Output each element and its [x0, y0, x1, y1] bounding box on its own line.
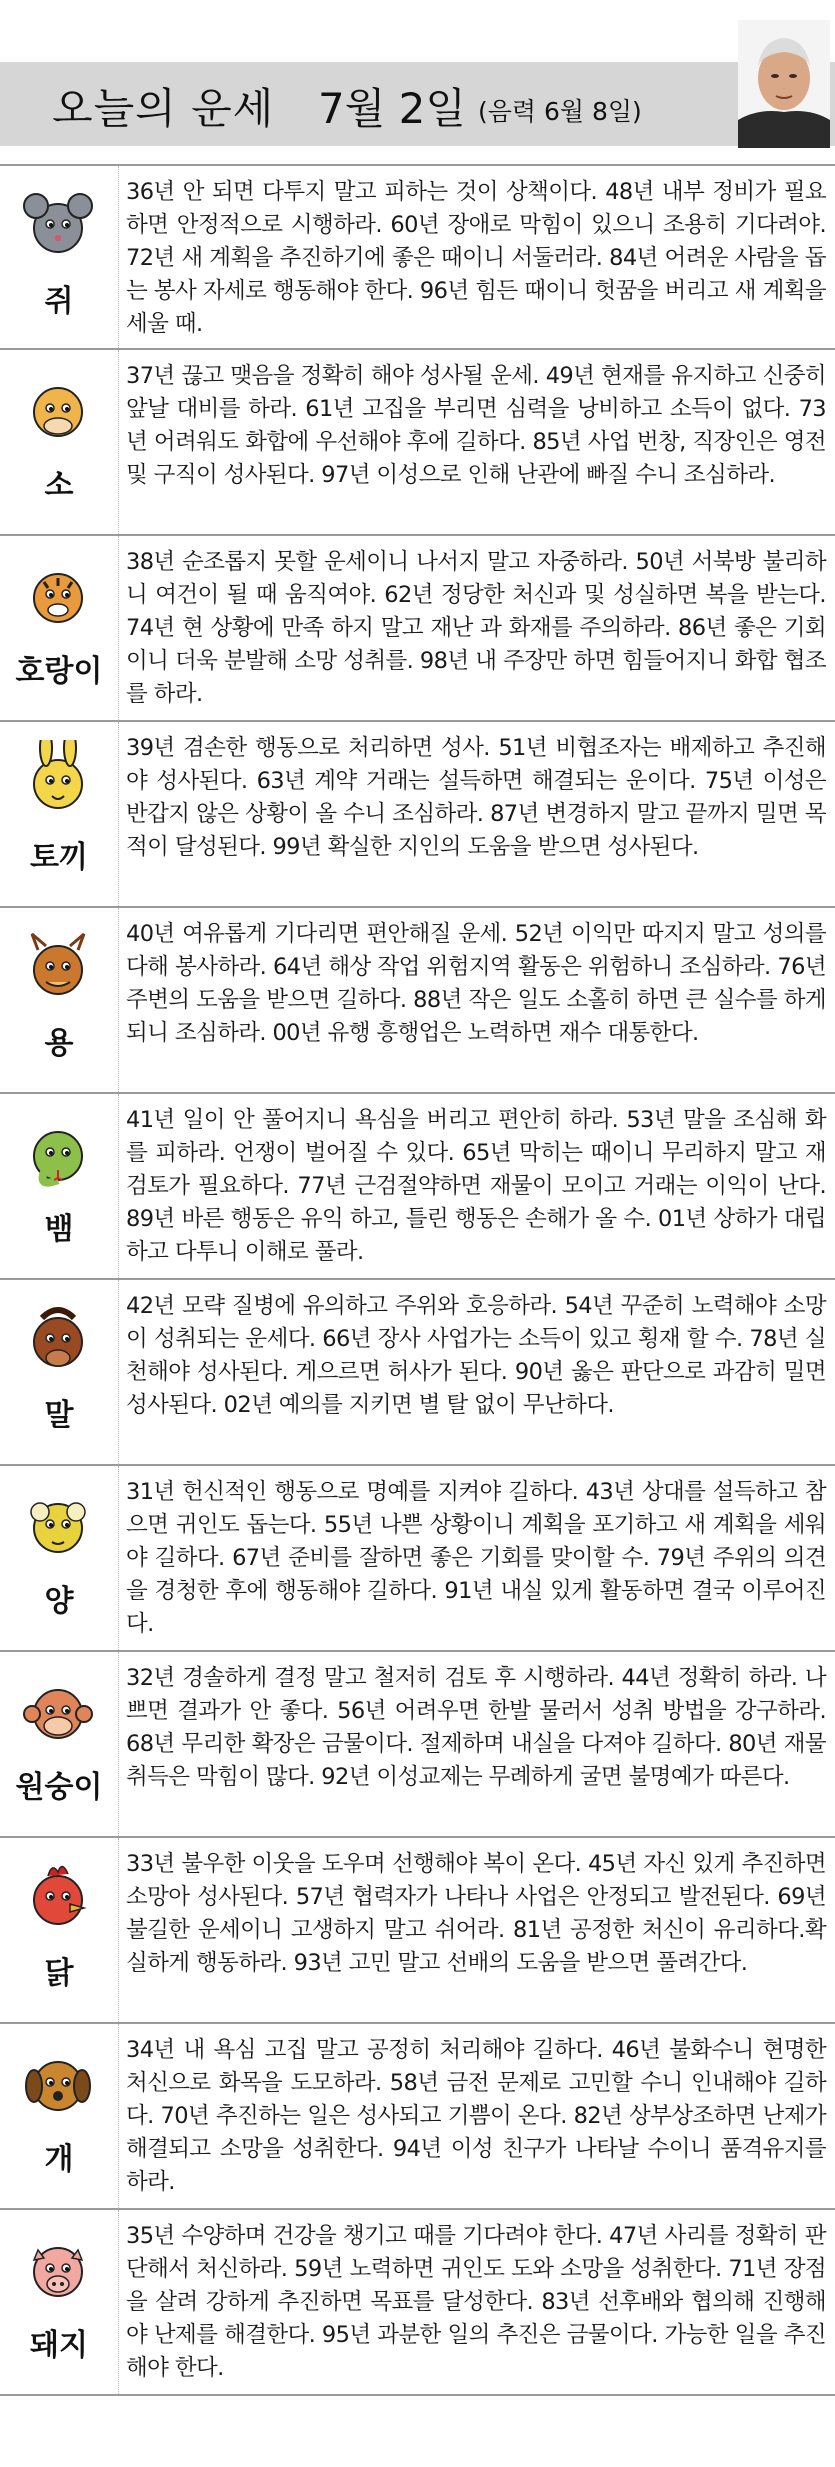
zodiac-name: 닭 — [44, 1956, 74, 1991]
fortune-text: 32년 경솔하게 결정 말고 철저히 검토 후 시행하라. 44년 정확히 하라. 나쁘면 결과가 안 좋다. 56년 어려우면 한발 물러서 성취 방법을 강구하라. 68년 무리한 확장은 금물이다. 절제하며 내실을 다져야 길하다. 80년 재물 취득은 막힘이 많다. 92년 이성교제는 무례하게 굴면 불명예가 따른다. — [126, 1665, 826, 1790]
zodiac-row — [0, 2024, 835, 2210]
ox-icon — [18, 368, 98, 448]
zodiac-row — [0, 1280, 835, 1466]
rabbit-icon — [18, 740, 98, 820]
zodiac-animal-cell — [0, 1094, 119, 1278]
zodiac-row — [0, 722, 835, 908]
pig-icon — [18, 2228, 98, 2308]
zodiac-animal-cell — [0, 722, 119, 906]
zodiac-row — [0, 2210, 835, 2396]
rat-icon — [18, 184, 98, 264]
zodiac-animal-cell — [0, 2024, 119, 2208]
zodiac-animal-cell — [0, 1466, 119, 1650]
fortune-text: 41년 일이 안 풀어지니 욕심을 버리고 편안히 하라. 53년 말을 조심해 화를 피하라. 언쟁이 벌어질 수 있다. 65년 막히는 때이니 무리하지 말고 재검토가 필요하다. 77년 근검절약하면 재물이 모이고 거래는 이익이 난다. 89년 바른 행동은 유익 하고, 틀린 행동은 손해가 올 수. 01년 상하가 대립하고 다투니 이해로 풀라. — [126, 1107, 826, 1265]
zodiac-row — [0, 1652, 835, 1838]
zodiac-row — [0, 350, 835, 536]
zodiac-name: 원숭이 — [15, 1770, 103, 1805]
zodiac-row — [0, 1466, 835, 1652]
zodiac-animal-cell — [0, 2210, 119, 2394]
horse-icon — [18, 1298, 98, 1378]
zodiac-animal-cell — [0, 1652, 119, 1836]
fortune-text: 39년 겸손한 행동으로 처리하면 성사. 51년 비협조자는 배제하고 추진해야 성사된다. 63년 계약 거래는 설득하면 해결되는 운이다. 75년 이성은 반갑지 않은 상황이 올 수니 조심하라. 87년 변경하지 말고 끝까지 밀면 목적이 달성된다. 99년 확실한 지인의 도움을 받으면 성사된다. — [126, 735, 826, 860]
fortune-text: 42년 모략 질병에 유의하고 주위와 호응하라. 54년 꾸준히 노력해야 소망이 성취되는 운세다. 66년 장사 사업가는 소득이 있고 횡재 할 수. 78년 실천해야 성사된다. 게으르면 허사가 된다. 90년 옳은 판단으로 과감히 밀면 성사된다. 02년 예의를 지키면 별 탈 없이 무난하다. — [126, 1293, 826, 1418]
tiger-icon — [18, 554, 98, 634]
zodiac-row — [0, 164, 835, 350]
zodiac-row — [0, 1094, 835, 1280]
zodiac-name: 용 — [44, 1026, 74, 1061]
zodiac-animal-cell — [0, 908, 119, 1092]
zodiac-animal-cell — [0, 166, 119, 348]
zodiac-row — [0, 908, 835, 1094]
header — [0, 0, 835, 150]
rooster-icon — [18, 1856, 98, 1936]
zodiac-name: 돼지 — [30, 2328, 88, 2363]
fortune-text: 31년 헌신적인 행동으로 명예를 지켜야 길하다. 43년 상대를 설득하고 참으면 귀인도 돕는다. 55년 나쁜 상황이니 계획을 포기하고 새 계획을 세워야 길하다. 67년 준비를 잘하면 좋은 기회를 맞이할 수. 79년 주위의 의견을 경청한 후에 행동해야 길하다. 91년 내실 있게 활동하면 결국 이루어진다. — [126, 1479, 826, 1637]
fortune-text: 34년 내 욕심 고집 말고 공정히 처리해야 길하다. 46년 불화수니 현명한 처신으로 화목을 도모하라. 58년 금전 문제로 고민할 수니 인내해야 길하다. 70년 추진하는 일은 성사되고 기쁨이 온다. 82년 상부상조하면 난제가 해결되고 소망을 성취한다. 94년 이성 친구가 나타날 수이니 품격유지를 하라. — [126, 2037, 826, 2195]
zodiac-name: 말 — [44, 1398, 74, 1433]
zodiac-name: 쥐 — [44, 284, 74, 319]
zodiac-name: 소 — [44, 468, 74, 503]
date-label: 7월 2일 — [318, 84, 466, 133]
zodiac-animal-cell — [0, 1838, 119, 2022]
zodiac-name: 뱀 — [44, 1212, 74, 1247]
snake-icon — [18, 1112, 98, 1192]
sheep-icon — [18, 1484, 98, 1564]
monkey-icon — [18, 1670, 98, 1750]
fortune-text: 35년 수양하며 건강을 챙기고 때를 기다려야 한다. 47년 사리를 정확히 판단해서 처신하라. 59년 노력하면 귀인도 도와 소망을 성취한다. 71년 장점을 살려 강하게 추진하면 목표를 달성한다. 83년 선후배와 협의해 진행해야 난제를 해결한다. 95년 과분한 일의 추진은 금물이다. 가능한 일을 추진해야 한다. — [126, 2223, 826, 2381]
dog-icon — [18, 2042, 98, 2122]
zodiac-animal-cell — [0, 536, 119, 720]
fortune-text: 40년 여유롭게 기다리면 편안해질 운세. 52년 이익만 따지지 말고 성의를 다해 봉사하라. 64년 해상 작업 위험지역 활동은 위험하니 조심하라. 76년 주변의 도움을 받으면 길하다. 88년 작은 일도 소홀히 하면 큰 실수를 하게 되니 조심하라. 00년 유행 흥행업은 노력하면 재수 대통한다. — [126, 921, 826, 1046]
zodiac-row — [0, 536, 835, 722]
zodiac-animal-cell — [0, 1280, 119, 1464]
zodiac-name: 토끼 — [30, 840, 88, 875]
columnist-portrait — [738, 20, 830, 148]
zodiac-name: 개 — [44, 2142, 74, 2177]
zodiac-row — [0, 1838, 835, 2024]
zodiac-animal-cell — [0, 350, 119, 534]
dragon-icon — [18, 926, 98, 1006]
page-title: 오늘의 운세 — [52, 84, 275, 133]
fortune-text: 37년 끊고 맺음을 정확히 해야 성사될 운세. 49년 현재를 유지하고 신중히 앞날 대비를 하라. 61년 고집을 부리면 심력을 낭비하고 소득이 없다. 73년 어려워도 화합에 우선해야 후에 길하다. 85년 사업 번창, 직장인은 영전 및 구직이 성사된다. 97년 이성으로 인해 난관에 빠질 수니 조심하라. — [126, 363, 826, 488]
lunar-date-label: (음력 6월 8일) — [478, 97, 642, 126]
fortune-text: 33년 불우한 이웃을 도우며 선행해야 복이 온다. 45년 자신 있게 추진하면 소망아 성사된다. 57년 협력자가 나타나 사업은 안정되고 발전된다. 69년 불길한 운세이니 고생하지 말고 쉬어라. 81년 공정한 처신이 유리하다.확실하게 행동하라. 93년 고민 말고 선배의 도움을 받으면 풀려간다. — [126, 1851, 826, 1976]
zodiac-list — [0, 164, 835, 2396]
zodiac-name: 양 — [44, 1584, 74, 1619]
fortune-text: 38년 순조롭지 못할 운세이니 나서지 말고 자중하라. 50년 서북방 불리하니 여건이 될 때 움직여야. 62년 정당한 처신과 및 성실하면 복을 받는다. 74년 현 상황에 만족 하지 말고 재난 과 화재를 주의하라. 86년 좋은 기회이니 더욱 분발해 소망 성취를. 98년 내 주장만 하면 힘들어지니 화합 협조를 하라. — [126, 549, 826, 707]
fortune-text: 36년 안 되면 다투지 말고 피하는 것이 상책이다. 48년 내부 정비가 필요하면 안정적으로 시행하라. 60년 장애로 막힘이 있으니 조용히 기다려야. 72년 새 계획을 추진하기에 좋은 때이니 서둘러라. 84년 어려운 사람을 돕는 봉사 자세로 행동해야 한다. 96년 힘든 때이니 헛꿈을 버리고 새 계획을 세울 때. — [126, 179, 826, 337]
zodiac-name: 호랑이 — [15, 654, 103, 689]
